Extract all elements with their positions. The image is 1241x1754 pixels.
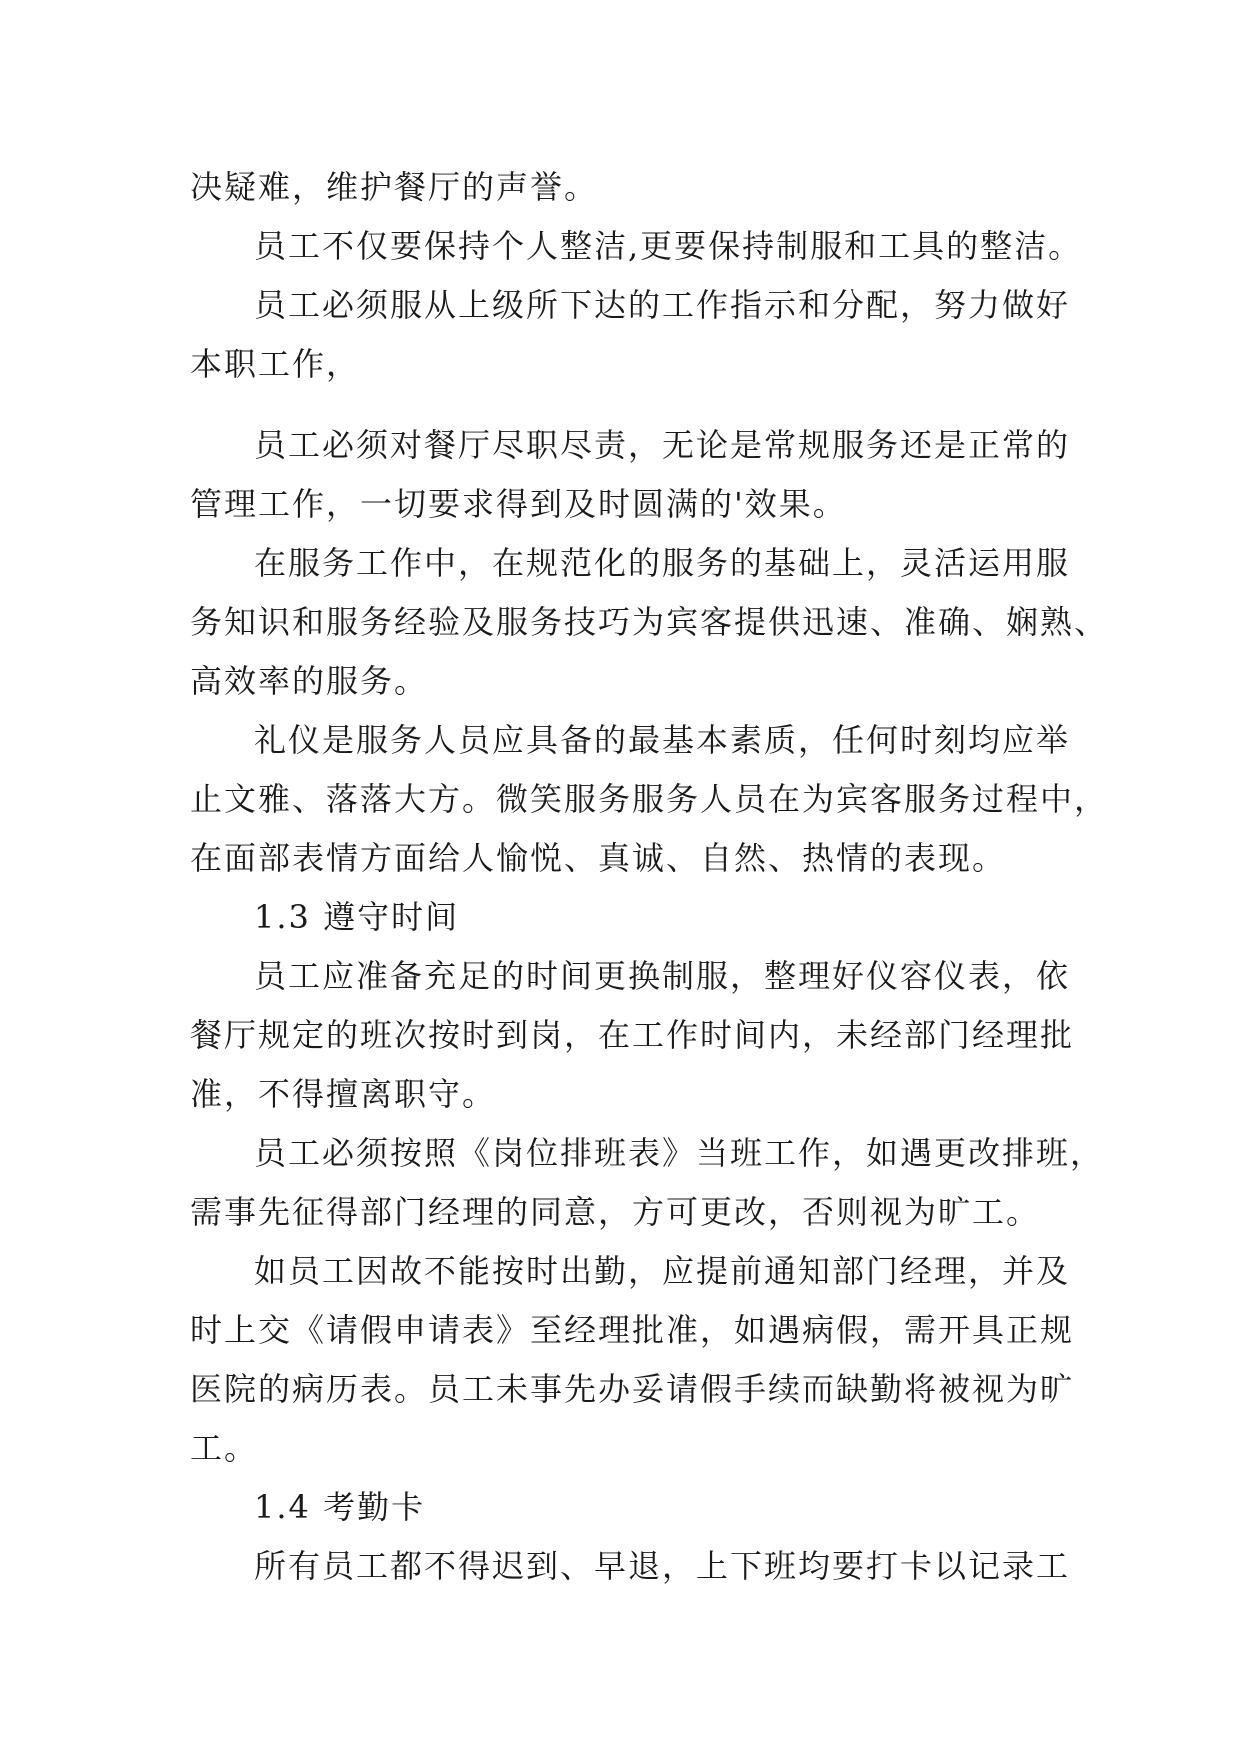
paragraph-line: 决疑难，维护餐厅的声誉。 xyxy=(190,168,599,206)
paragraph-line: 员工必须服从上级所下达的工作指示和分配，努力做好 xyxy=(254,286,1071,324)
paragraph-line: 所有员工都不得迟到、早退，上下班均要打卡以记录工 xyxy=(254,1547,1071,1585)
paragraph-line: 止文雅、落落大方。微笑服务服务人员在为宾客服务过程中， xyxy=(190,780,1109,818)
paragraph-line: 管理工作，一切要求得到及时圆满的'效果。 xyxy=(190,485,847,523)
paragraph-line: 员工不仅要保持个人整洁,更要保持制服和工具的整洁。 xyxy=(254,227,1083,265)
paragraph-line: 医院的病历表。员工未事先办妥请假手续而缺勤将被视为旷 xyxy=(190,1370,1075,1408)
paragraph-line: 时上交《请假申请表》至经理批准，如遇病假，需开具正规 xyxy=(190,1311,1075,1349)
document-body xyxy=(190,158,1109,1596)
paragraph-line: 工。 xyxy=(190,1429,259,1467)
paragraph-line: 高效率的服务。 xyxy=(190,662,429,700)
paragraph-line: 在面部表情方面给人愉悦、真诚、自然、热情的表现。 xyxy=(190,839,1007,877)
section-heading: 1.4 考勤卡 xyxy=(254,1488,426,1526)
paragraph-line: 在服务工作中，在规范化的服务的基础上，灵活运用服 xyxy=(254,544,1071,582)
paragraph-line: 本职工作， xyxy=(190,345,361,383)
paragraph-line: 礼仪是服务人员应具备的最基本素质，任何时刻均应举 xyxy=(254,721,1071,759)
paragraph-line: 员工应准备充足的时间更换制服，整理好仪容仪表，依 xyxy=(254,957,1071,995)
paragraph-line: 如员工因故不能按时出勤，应提前通知部门经理，并及 xyxy=(254,1252,1071,1290)
paragraph-line: 员工必须按照《岗位排班表》当班工作，如遇更改排班， xyxy=(254,1134,1105,1172)
paragraph-line: 准，不得擅离职守。 xyxy=(190,1075,497,1113)
paragraph-line: 需事先征得部门经理的同意，方可更改，否则视为旷工。 xyxy=(190,1193,1041,1231)
paragraph-line: 务知识和服务经验及服务技巧为宾客提供迅速、准确、娴熟、 xyxy=(190,603,1109,641)
paragraph-line: 餐厅规定的班次按时到岗，在工作时间内，未经部门经理批 xyxy=(190,1016,1075,1054)
section-heading: 1.3 遵守时间 xyxy=(254,898,460,936)
paragraph-line: 员工必须对餐厅尽职尽责，无论是常规服务还是正常的 xyxy=(254,426,1071,464)
